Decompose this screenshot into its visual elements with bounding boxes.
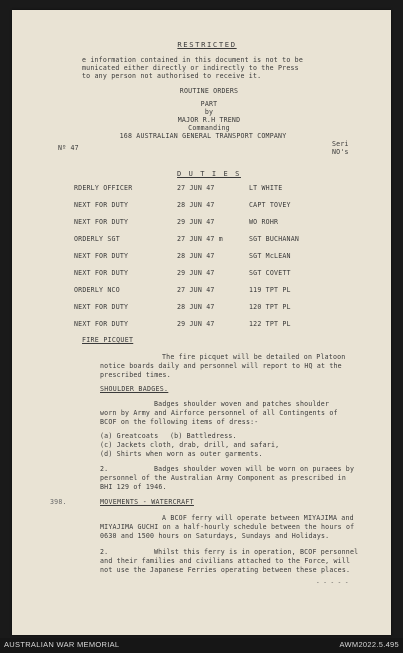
badges-para2-line-1: Badges shoulder woven will be worn on puraees by bbox=[154, 465, 355, 473]
duty-date: 29 JUN 47 bbox=[177, 320, 215, 328]
duty-name: 119 TPT PL bbox=[249, 286, 291, 294]
order-number: Nº 47 bbox=[58, 144, 79, 152]
duty-date: 28 JUN 47 bbox=[177, 252, 215, 260]
duty-role: NEXT FOR DUTY bbox=[74, 303, 129, 311]
duty-role: NEXT FOR DUTY bbox=[74, 252, 129, 260]
archive-id: AWM2022.5.495 bbox=[339, 640, 399, 649]
fire-picquet-line-2: notice boards daily and personnel will report to HQ at the bbox=[100, 362, 342, 370]
by-label: by bbox=[204, 108, 214, 116]
movements-para1-line-3: 0630 and 1500 hours on Saturdays, Sundays and Holidays. bbox=[100, 532, 330, 540]
duty-date: 29 JUN 47 bbox=[177, 218, 215, 226]
duty-role: NEXT FOR DUTY bbox=[74, 218, 129, 226]
movements-para2-number: 2. bbox=[100, 548, 109, 556]
duty-name: LT WHITE bbox=[249, 184, 283, 192]
duty-name: CAPT TOVEY bbox=[249, 201, 291, 209]
fire-picquet-line-3: prescribed times. bbox=[100, 371, 171, 379]
badges-para2-line-2: personnel of the Australian Army Component as prescribed in bbox=[100, 474, 347, 482]
serial-label: Seri bbox=[332, 140, 349, 148]
duty-date: 28 JUN 47 bbox=[177, 201, 215, 209]
orders-title: ROUTINE ORDERS bbox=[179, 87, 239, 95]
fire-picquet-line-1: The fire picquet will be detailed on Platoon bbox=[162, 353, 346, 361]
archive-name: AUSTRALIAN WAR MEMORIAL bbox=[4, 640, 120, 649]
document-page bbox=[12, 10, 391, 635]
unit-name: 168 AUSTRALIAN GENERAL TRANSPORT COMPANY bbox=[119, 132, 287, 140]
badges-item-d: (d) Shirts when worn as outer garments. bbox=[100, 450, 263, 458]
end-of-section-mark: - - - - - bbox=[316, 579, 349, 586]
movements-para2-line-2: and their families and civilians attached to the Force, will bbox=[100, 557, 351, 565]
notice-line-3: to any person not authorised to receive it. bbox=[82, 72, 262, 80]
duty-role: ORDERLY NCO bbox=[74, 286, 120, 294]
fire-picquet-heading: FIRE PICQUET bbox=[82, 336, 134, 344]
duty-role: NEXT FOR DUTY bbox=[74, 269, 129, 277]
archive-caption-bar bbox=[0, 638, 403, 653]
movements-para2-line-1: Whilst this ferry is in operation, BCOF personnel bbox=[154, 548, 359, 556]
badges-para1-line-1: Badges shoulder woven and patches shoulder bbox=[154, 400, 330, 408]
duty-name: WO ROHR bbox=[249, 218, 279, 226]
part-label: PART bbox=[200, 100, 218, 108]
duty-role: NEXT FOR DUTY bbox=[74, 201, 129, 209]
duties-heading: D U T I E S bbox=[177, 170, 241, 178]
movements-margin-ref: 398. bbox=[50, 498, 67, 506]
duty-date: 29 JUN 47 bbox=[177, 269, 215, 277]
serial-numbers: NO's bbox=[332, 148, 349, 156]
badges-item-c: (c) Jackets cloth, drab, drill, and safari, bbox=[100, 441, 280, 449]
notice-line-1: e information contained in this document is not to be bbox=[82, 56, 303, 64]
duty-role: NEXT FOR DUTY bbox=[74, 320, 129, 328]
duty-date: 27 JUN 47 bbox=[177, 286, 215, 294]
duty-name: 120 TPT PL bbox=[249, 303, 291, 311]
badges-para2-number: 2. bbox=[100, 465, 109, 473]
restricted-heading: RESTRICTED bbox=[177, 40, 237, 49]
duty-name: 122 TPT PL bbox=[249, 320, 291, 328]
duty-role: RDERLY OFFICER bbox=[74, 184, 133, 192]
commanding-label: Commanding bbox=[188, 124, 230, 132]
duty-role: ORDERLY SGT bbox=[74, 235, 120, 243]
movements-para1-line-1: A BCOF ferry will operate between MIYAJIMA and bbox=[162, 514, 354, 522]
badges-para1-line-3: BCOF on the following items of dress:- bbox=[100, 418, 259, 426]
duty-date: 27 JUN 47 m bbox=[177, 235, 223, 243]
movements-para2-line-3: not use the Japanese Ferries operating between these places. bbox=[100, 566, 351, 574]
notice-line-2: municated either directly or indirectly to the Press bbox=[82, 64, 299, 72]
duty-date: 27 JUN 47 bbox=[177, 184, 215, 192]
badges-item-a: (a) Greatcoats bbox=[100, 432, 159, 440]
duty-name: SGT McLEAN bbox=[249, 252, 291, 260]
badges-para2-line-3: BHI 129 of 1946. bbox=[100, 483, 167, 491]
shoulder-badges-heading: SHOULDER BADGES. bbox=[100, 385, 169, 393]
badges-item-b: (b) Battledress. bbox=[170, 432, 237, 440]
movements-heading: MOVEMENTS - WATERCRAFT bbox=[100, 498, 194, 506]
officer-name: MAJOR R.H TREND bbox=[177, 116, 241, 124]
duty-name: SGT COVETT bbox=[249, 269, 291, 277]
badges-para1-line-2: worn by Army and Airforce personnel of all Contingents of bbox=[100, 409, 338, 417]
duty-date: 28 JUN 47 bbox=[177, 303, 215, 311]
movements-para1-line-2: MIYAJIMA GUCHI on a half-hourly schedule between the hours of bbox=[100, 523, 355, 531]
duty-name: SGT BUCHANAN bbox=[249, 235, 300, 243]
